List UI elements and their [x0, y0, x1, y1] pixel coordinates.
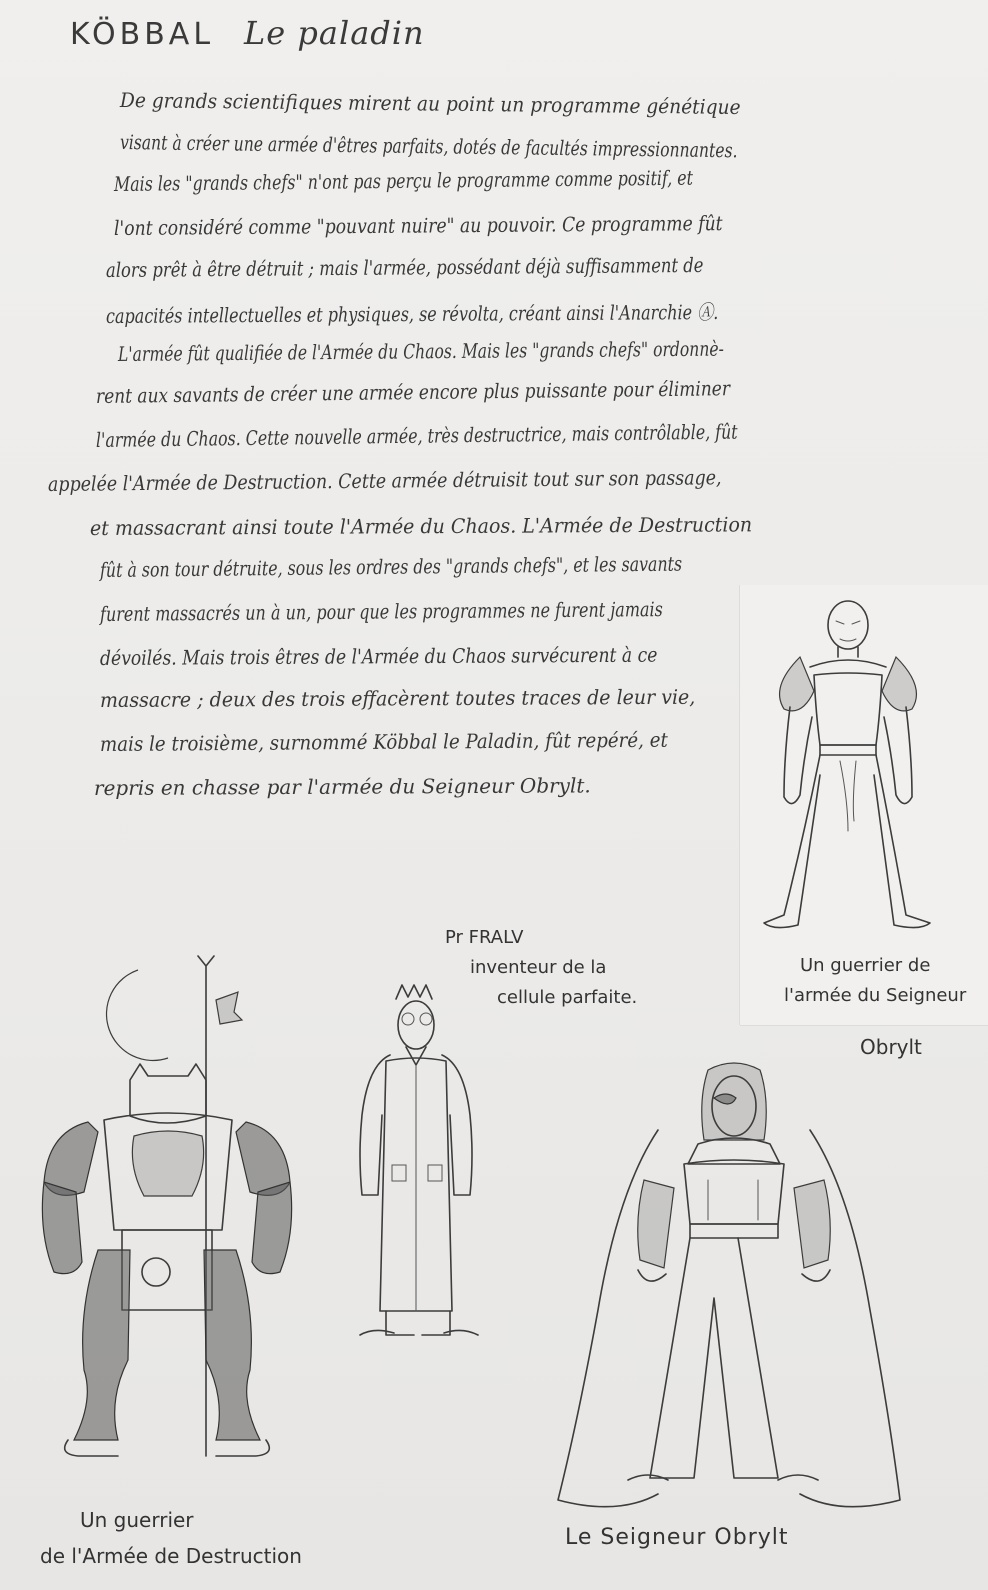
story-line: rent aux savants de créer une armée encore plus puissante pour éliminer [95, 376, 731, 408]
story-line: fût à son tour détruite, sous les ordres des "grands chefs", et les savants [99, 551, 683, 582]
story-line: Mais les "grands chefs" n'ont pas perçu le programme comme positif, et [113, 165, 694, 196]
destruction-warrior-sketch [28, 950, 288, 1490]
guard-sketch [740, 595, 970, 955]
guard-caption-line3: Obrylt [860, 1035, 922, 1059]
lord-obrylt-figure-illustration [558, 1060, 898, 1520]
destruction-caption-line1: Un guerrier [80, 1508, 194, 1532]
story-line: L'armée fût qualifiée de l'Armée du Chaos. Mais les "grands chefs" ordonnè- [117, 336, 724, 366]
guard-caption-line1: Un guerrier de [800, 955, 931, 976]
lord-obrylt-sketch [558, 1060, 898, 1520]
story-line: l'armée du Chaos. Cette nouvelle armée, très destructrice, mais contrôlable, fût [95, 419, 738, 452]
story-line: visant à créer une armée d'êtres parfaits, dotés de facultés impressionnantes. [119, 130, 738, 163]
story-line: massacre ; deux des trois effacèrent toutes traces de leur vie, [99, 684, 696, 712]
professor-sketch [350, 985, 490, 1365]
story-line: appelée l'Armée de Destruction. Cette armée détruisit tout sur son passage, [47, 465, 722, 496]
professor-caption-line1: Pr FRALV [445, 927, 524, 948]
story-line: l'ont considéré comme "pouvant nuire" au pouvoir. Ce programme fût [113, 211, 723, 240]
title-subtitle: Le paladin [244, 14, 425, 52]
title-name: KÖBBAL [70, 17, 215, 52]
destruction-warrior-figure-illustration [28, 950, 288, 1490]
lord-caption: Le Seigneur Obrylt [565, 1525, 789, 1550]
story-line: mais le troisième, surnommé Köbbal le Paladin, fût repéré, et [99, 727, 668, 756]
story-line: furent massacrés un à un, pour que les programmes ne furent jamais [99, 597, 663, 626]
story-line: alors prêt à être détruit ; mais l'armée, possédant déjà suffisamment de [105, 252, 704, 282]
story-line: dévoilés. Mais trois êtres de l'Armée du Chaos survécurent à ce [99, 642, 658, 670]
page-title [70, 14, 425, 52]
professor-caption-line3: cellule parfaite. [497, 987, 638, 1008]
destruction-caption-line2: de l'Armée de Destruction [40, 1544, 302, 1568]
story-line: et massacrant ainsi toute l'Armée du Chaos. L'Armée de Destruction [89, 512, 753, 540]
guard-figure-illustration [740, 595, 970, 955]
professor-caption-line2: inventeur de la [470, 957, 607, 978]
professor-figure-illustration [350, 985, 490, 1365]
guard-caption-line2: l'armée du Seigneur [784, 985, 967, 1006]
story-line: De grands scientifiques mirent au point un programme génétique [119, 88, 741, 119]
story-line: repris en chasse par l'armée du Seigneur Obrylt. [93, 773, 591, 800]
story-line: capacités intellectuelles et physiques, se révolta, créant ainsi l'Anarchie Ⓐ. [105, 299, 719, 328]
